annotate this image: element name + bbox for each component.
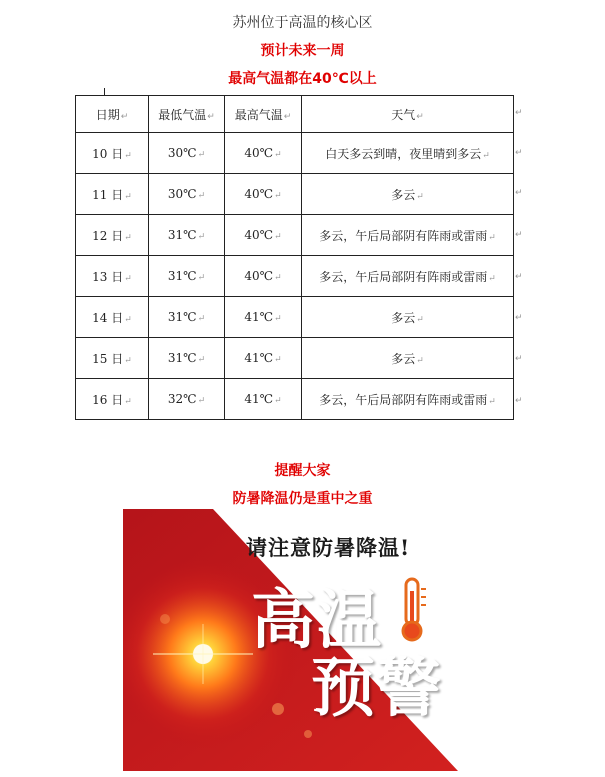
cell-high-text: 40℃	[244, 187, 274, 201]
cell-weather	[302, 297, 514, 338]
cell-date-text: 15 日	[92, 351, 124, 366]
table-row	[76, 338, 514, 379]
cell-date-text: 11 日	[92, 187, 124, 202]
paragraph-mark-icon: ↵	[274, 150, 282, 160]
cell-high	[225, 174, 302, 215]
cell-low	[149, 338, 225, 379]
cell-high-text: 40℃	[244, 228, 274, 242]
paragraph-mark-icon: ↵	[482, 150, 490, 161]
cell-weather	[302, 379, 514, 420]
table-row	[76, 133, 514, 174]
heat-warning-poster	[123, 509, 464, 771]
cell-high	[225, 133, 302, 174]
cell-weather-text: 多云	[391, 351, 416, 366]
paragraph-mark-icon: ↵	[124, 273, 132, 284]
header-weather: 天气↵	[302, 96, 514, 133]
cell-date	[76, 133, 149, 174]
row-end-mark-icon: ↵	[515, 354, 523, 364]
paragraph-mark-icon: ↵	[197, 232, 206, 242]
cell-high-text: 40℃	[244, 146, 274, 160]
text-cursor	[104, 88, 105, 95]
row-end-mark-icon: ↵	[515, 148, 523, 158]
paragraph-mark-icon: ↵	[274, 314, 282, 324]
cell-weather-text: 多云	[391, 187, 416, 202]
cell-high-text: 41℃	[244, 310, 274, 324]
paragraph-mark-icon: ↵	[124, 191, 132, 202]
cell-low-text: 31℃	[167, 310, 197, 324]
cell-high	[225, 338, 302, 379]
paragraph-mark-icon: ↵	[274, 232, 282, 242]
cell-date	[76, 297, 149, 338]
table-row	[76, 297, 514, 338]
paragraph-mark-icon: ↵	[124, 150, 132, 161]
cell-low	[149, 174, 225, 215]
paragraph-mark-icon: ↵	[197, 396, 206, 406]
cell-date	[76, 215, 149, 256]
cell-date-text: 16 日	[92, 392, 124, 407]
paragraph-mark-icon: ↵	[274, 355, 282, 365]
row-end-mark-icon: ↵	[515, 188, 523, 198]
weather-table	[75, 95, 514, 420]
paragraph-mark-icon: ↵	[124, 314, 132, 325]
table-row	[76, 256, 514, 297]
poster-headline: 请注意防暑降温!	[246, 535, 411, 560]
cell-low	[149, 256, 225, 297]
cell-high	[225, 256, 302, 297]
subtitle-temperature: 最高气温都在40℃以上	[228, 71, 377, 87]
cell-low	[149, 379, 225, 420]
cell-weather-text: 多云，午后局部阴有阵雨或雷雨	[319, 392, 488, 407]
table-row	[76, 379, 514, 420]
row-end-mark-icon: ↵	[515, 272, 523, 282]
paragraph-mark-icon: ↵	[274, 396, 282, 406]
cell-low	[149, 215, 225, 256]
paragraph-mark-icon: ↵	[274, 273, 282, 283]
cell-low-text: 30℃	[167, 146, 197, 160]
cell-low	[149, 297, 225, 338]
row-end-mark-icon: ↵	[515, 313, 523, 323]
paragraph-mark-icon: ↵	[274, 191, 282, 201]
header-low: 最低气温↵	[149, 96, 225, 133]
row-end-mark-icon: ↵	[515, 108, 523, 118]
paragraph-mark-icon: ↵	[416, 314, 424, 325]
cell-weather	[302, 174, 514, 215]
poster-big-text-1: 高温	[251, 583, 383, 658]
page-title: 苏州位于高温的核心区	[232, 15, 373, 31]
cell-date-text: 12 日	[92, 228, 124, 243]
cell-date	[76, 379, 149, 420]
paragraph-mark-icon: ↵	[197, 355, 206, 365]
paragraph-mark-icon: ↵	[488, 273, 496, 284]
cell-date	[76, 338, 149, 379]
cell-weather	[302, 133, 514, 174]
cell-date-text: 14 日	[92, 310, 124, 325]
table-row	[76, 174, 514, 215]
cell-high-text: 41℃	[244, 351, 274, 365]
cell-low-text: 30℃	[167, 187, 197, 201]
paragraph-mark-icon: ↵	[197, 273, 206, 283]
poster-big-text-2: 预警	[311, 651, 443, 726]
cell-high-text: 41℃	[244, 392, 274, 406]
cell-low-text: 31℃	[167, 351, 197, 365]
cell-high	[225, 297, 302, 338]
cell-weather-text: 多云，午后局部阴有阵雨或雷雨	[319, 228, 488, 243]
cell-weather-text: 多云	[391, 310, 416, 325]
cell-date-text: 10 日	[92, 146, 124, 161]
paragraph-mark-icon: ↵	[197, 314, 206, 324]
paragraph-mark-icon: ↵	[416, 355, 424, 366]
subtitle-week: 预计未来一周	[260, 43, 345, 59]
paragraph-mark-icon: ↵	[416, 191, 424, 202]
cell-date	[76, 174, 149, 215]
reminder-line-1: 提醒大家	[274, 463, 331, 479]
cell-weather	[302, 338, 514, 379]
row-end-mark-icon: ↵	[515, 230, 523, 240]
header-high: 最高气温↵	[225, 96, 302, 133]
cell-high	[225, 215, 302, 256]
cell-date-text: 13 日	[92, 269, 124, 284]
paragraph-mark-icon: ↵	[124, 396, 132, 407]
cell-low	[149, 133, 225, 174]
table-row	[76, 215, 514, 256]
paragraph-mark-icon: ↵	[124, 232, 132, 243]
cell-high	[225, 379, 302, 420]
cell-low-text: 31℃	[167, 228, 197, 242]
header-date: 日期↵	[76, 96, 149, 133]
cell-weather	[302, 215, 514, 256]
cell-low-text: 31℃	[167, 269, 197, 283]
cell-weather	[302, 256, 514, 297]
paragraph-mark-icon: ↵	[488, 232, 496, 243]
paragraph-mark-icon: ↵	[488, 396, 496, 407]
row-end-mark-icon: ↵	[515, 396, 523, 406]
cell-high-text: 40℃	[244, 269, 274, 283]
table-header-row	[76, 96, 514, 133]
paragraph-mark-icon: ↵	[197, 191, 206, 201]
reminder-line-2: 防暑降温仍是重中之重	[232, 491, 373, 507]
cell-weather-text: 多云，午后局部阴有阵雨或雷雨	[319, 269, 488, 284]
cell-date	[76, 256, 149, 297]
paragraph-mark-icon: ↵	[197, 150, 206, 160]
cell-low-text: 32℃	[167, 392, 197, 406]
cell-weather-text: 白天多云到晴，夜里晴到多云	[325, 146, 482, 161]
paragraph-mark-icon: ↵	[124, 355, 132, 366]
